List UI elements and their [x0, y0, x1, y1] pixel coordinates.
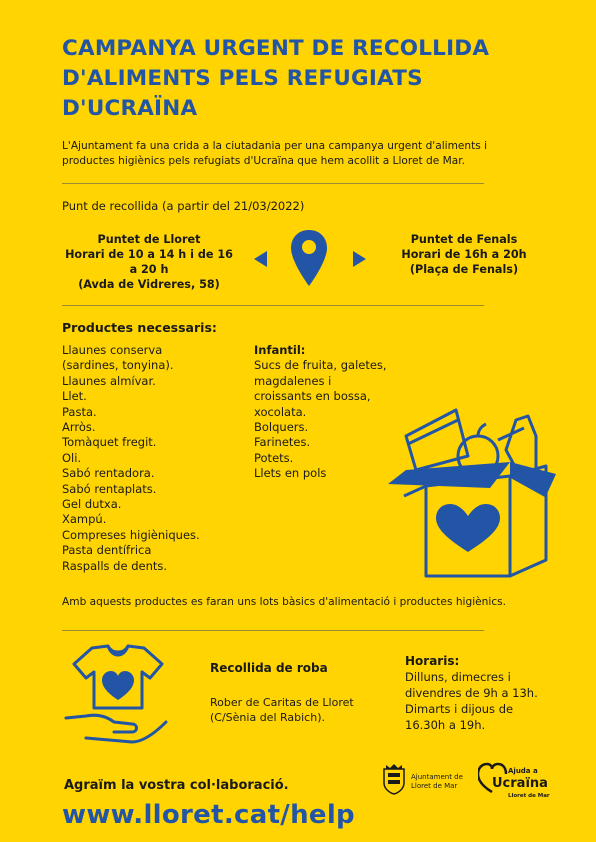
collection-label: Punt de recollida (a partir del 21/03/2022): [62, 199, 305, 213]
list-item: Farinetes.: [254, 435, 311, 450]
products-list: [62, 343, 242, 574]
products-heading: Productes necessaris:: [62, 320, 217, 335]
collection-point-fenals: Puntet de Fenals Horari de 16h a 20h (Plaça de Fenals): [401, 233, 527, 276]
list-item: magdalenes i: [254, 373, 332, 388]
infant-heading: Infantil:: [254, 343, 306, 357]
thanks-text: Agraïm la vostra col·laboració.: [64, 778, 289, 793]
page-title: CAMPANYA URGENT DE RECOLLIDA D'ALIMENTS PELS REFUGIATS D'UCRAÏNA: [62, 36, 490, 121]
divider: [62, 183, 484, 184]
list-item: Sabó rentaplats.: [62, 481, 157, 496]
list-item: Bolquers.: [254, 420, 309, 435]
list-item: Compreses higièniques.: [62, 527, 200, 542]
list-item: (sardines, tonyina).: [62, 358, 174, 373]
list-item: Pasta.: [62, 404, 97, 419]
list-item: Llets en pols: [254, 466, 327, 481]
ajuda-logo-line2: Ucraïna: [492, 776, 548, 791]
divider: [62, 630, 484, 631]
clothes-title: Recollida de roba: [210, 661, 328, 675]
list-item: Llaunes conserva: [62, 343, 163, 357]
hours-text: Dilluns, dimecres i divendres de 9h a 13h. Dimarts i dijous de 16.30h a 19h.: [405, 670, 538, 732]
ajuda-logo-line1: Ajuda a: [508, 767, 538, 775]
ajuda-logo-line3: Lloret de Mar: [508, 793, 550, 799]
ajuda-ucraina-logo: [478, 762, 560, 802]
ajuntament-crest-icon: [380, 763, 408, 795]
list-item: croissants en bossa,: [254, 389, 371, 404]
list-item: Pasta dentífrica: [62, 543, 152, 558]
intro-text: L'Ajuntament fa una crida a la ciutadania per una campanya urgent d'aliments i productes higiènics pels refugiats d'Ucraïna que hem acollit a Lloret de Mar.: [62, 140, 488, 167]
list-item: xocolata.: [254, 404, 307, 419]
clothes-hand-icon: [62, 642, 172, 748]
list-item: Llaunes almívar.: [62, 373, 156, 388]
clothes-location: Rober de Caritas de Lloret (C/Sènia del Rabich).: [210, 696, 354, 724]
divider: [62, 305, 484, 306]
list-item: Sucs de fruita, galetes,: [254, 358, 387, 373]
list-item: Tomàquet fregit.: [62, 435, 157, 450]
website-link[interactable]: www.lloret.cat/help: [62, 800, 355, 830]
arrow-left-icon: [254, 251, 267, 267]
list-item: Potets.: [254, 450, 294, 465]
arrow-right-icon: [353, 251, 366, 267]
list-item: Sabó rentadora.: [62, 466, 155, 481]
list-item: Raspalls de dents.: [62, 558, 168, 573]
collection-point-lloret: Puntet de Lloret Horari de 10 a 14 h i de 16 a 20 h (Avda de Vidreres, 58): [65, 233, 233, 291]
list-item: Arròs.: [62, 420, 96, 435]
ajuntament-logo-text: Ajuntament de Lloret de Mar: [411, 773, 463, 790]
list-item: Xampú.: [62, 512, 107, 527]
list-item: Oli.: [62, 450, 82, 465]
map-pin-icon: [288, 228, 330, 290]
list-item: Gel dutxa.: [62, 497, 122, 512]
summary-text: Amb aquests productes es faran uns lots bàsics d'alimentació i productes higiènics.: [62, 596, 507, 608]
hours-title: Horaris:: [405, 654, 460, 668]
list-item: Llet.: [62, 389, 87, 404]
donation-box-icon: [386, 400, 562, 582]
